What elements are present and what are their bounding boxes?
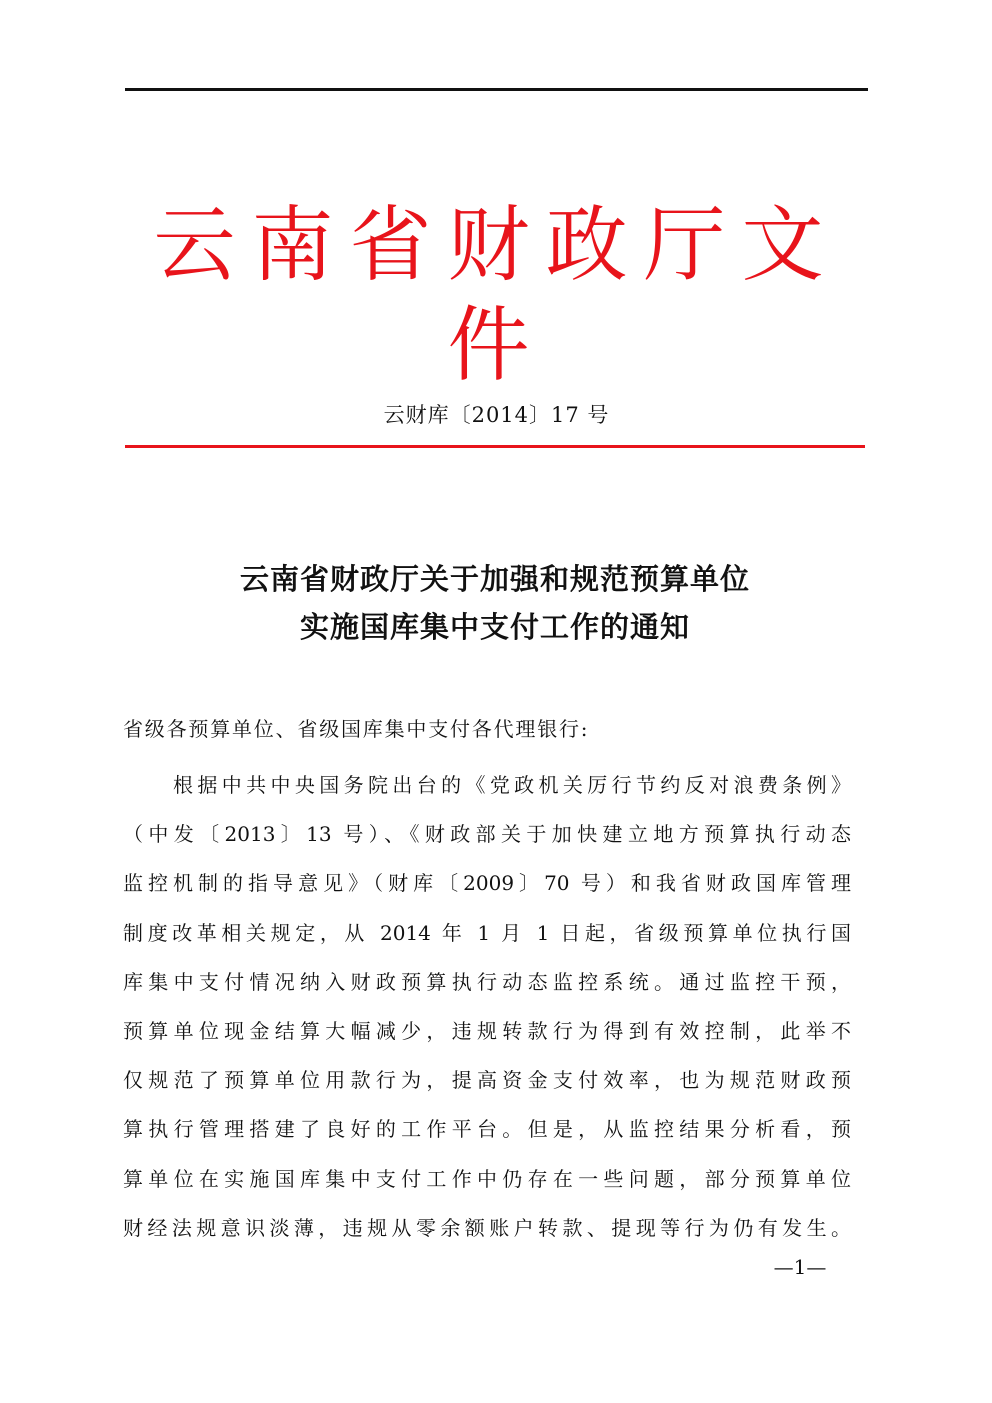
body-paragraph xyxy=(123,761,851,1253)
page-number: —1— xyxy=(773,1255,827,1279)
body-line: （中发〔2013〕13 号）、《财政部关于加快建立地方预算执行动态 xyxy=(123,822,851,847)
body-line: 仅规范了预算单位用款行为，提高资金支付效率，也为规范财政预 xyxy=(123,1068,851,1093)
notice-title-line-2: 实施国库集中支付工作的通知 xyxy=(299,610,690,644)
body-line: 预算单位现金结算大幅减少，违规转款行为得到有效控制，此举不 xyxy=(123,1018,851,1043)
notice-title-line-1: 云南省财政厅关于加强和规范预算单位 xyxy=(239,562,750,596)
document-number: 云财库〔2014〕17 号 xyxy=(383,403,610,427)
body-line: 算单位在实施国库集中支付工作中仍存在一些问题，部分预算单位 xyxy=(123,1166,851,1191)
body-line: 库集中支付情况纳入财政预算执行动态监控系统。通过监控干预， xyxy=(123,969,851,994)
top-black-rule xyxy=(125,88,868,91)
body-line: 财经法规意识淡薄，违规从零余额账户转款、提现等行为仍有发生。 xyxy=(123,1215,851,1240)
body-line: 制度改革相关规定，从 2014 年 1 月 1 日起，省级预算单位执行国 xyxy=(123,920,851,945)
body-line: 根据中共中央国务院出台的《党政机关厉行节约反对浪费条例》 xyxy=(173,773,851,797)
body-line: 算执行管理搭建了良好的工作平台。但是，从监控结果分析看，预 xyxy=(123,1117,851,1142)
document-header-title: 云南省财政厅文件 xyxy=(153,198,840,393)
notice-title xyxy=(125,555,865,651)
red-separator-rule xyxy=(125,445,865,448)
addressee-line: 省级各预算单位、省级国库集中支付各代理银行: xyxy=(123,717,590,741)
body-line: 监控机制的指导意见》（财库〔2009〕70 号）和我省财政国库管理 xyxy=(123,871,851,896)
